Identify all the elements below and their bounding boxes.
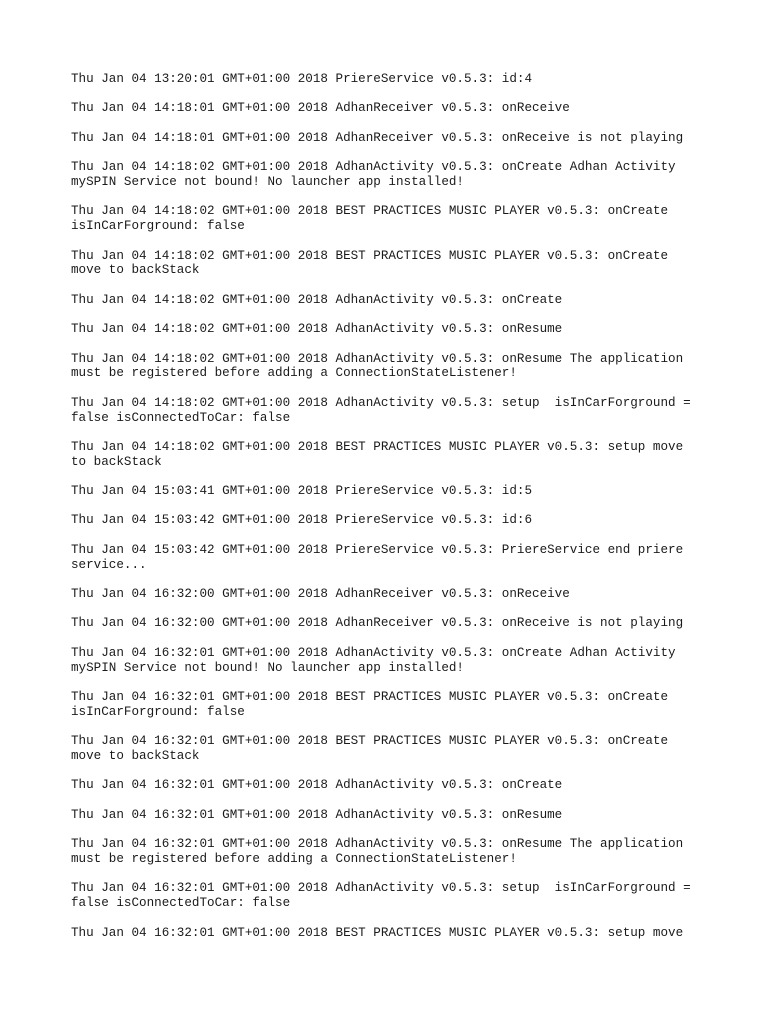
log-entry: Thu Jan 04 14:18:01 GMT+01:00 2018 AdhanReceiver v0.5.3: onReceive xyxy=(71,101,570,116)
log-entry: Thu Jan 04 14:18:02 GMT+01:00 2018 AdhanActivity v0.5.3: setup isInCarForground = false isConnectedToCar: false xyxy=(71,395,691,425)
log-entry: Thu Jan 04 16:32:00 GMT+01:00 2018 AdhanReceiver v0.5.3: onReceive is not playing xyxy=(71,616,684,631)
log-entry: Thu Jan 04 14:18:02 GMT+01:00 2018 BEST PRACTICES MUSIC PLAYER v0.5.3: setup move to backStack xyxy=(71,439,684,469)
log-entry: Thu Jan 04 16:32:00 GMT+01:00 2018 AdhanReceiver v0.5.3: onReceive xyxy=(71,587,570,602)
log-entry: Thu Jan 04 16:32:01 GMT+01:00 2018 AdhanActivity v0.5.3: setup isInCarForground = false isConnectedToCar: false xyxy=(71,881,691,911)
log-entry: Thu Jan 04 14:18:02 GMT+01:00 2018 AdhanActivity v0.5.3: onCreate Adhan Activity mySPIN Service not bound! No launcher app installed! xyxy=(71,160,676,189)
log-entry: Thu Jan 04 16:32:01 GMT+01:00 2018 BEST PRACTICES MUSIC PLAYER v0.5.3: onCreate isInCarForground: false xyxy=(71,690,669,719)
log-document xyxy=(71,72,711,955)
log-entry: Thu Jan 04 14:18:02 GMT+01:00 2018 BEST PRACTICES MUSIC PLAYER v0.5.3: onCreate move to backStack xyxy=(71,248,669,278)
log-entry: Thu Jan 04 16:32:01 GMT+01:00 2018 BEST PRACTICES MUSIC PLAYER v0.5.3: setup move xyxy=(71,925,684,940)
log-entry: Thu Jan 04 14:18:02 GMT+01:00 2018 BEST PRACTICES MUSIC PLAYER v0.5.3: onCreate isInCarForground: false xyxy=(71,204,669,234)
log-entry: Thu Jan 04 16:32:01 GMT+01:00 2018 AdhanActivity v0.5.3: onResume xyxy=(71,807,563,822)
log-entry: Thu Jan 04 14:18:02 GMT+01:00 2018 AdhanActivity v0.5.3: onCreate xyxy=(71,292,563,307)
log-entry: Thu Jan 04 15:03:41 GMT+01:00 2018 PriereService v0.5.3: id:5 xyxy=(71,484,533,499)
log-entry: Thu Jan 04 15:03:42 GMT+01:00 2018 PriereService v0.5.3: id:6 xyxy=(71,513,533,528)
log-entry: Thu Jan 04 16:32:01 GMT+01:00 2018 AdhanActivity v0.5.3: onCreate Adhan Activity mySPIN Service not bound! No launcher app installed! xyxy=(71,645,676,675)
log-entry: Thu Jan 04 15:03:42 GMT+01:00 2018 PriereService v0.5.3: PriereService end priere service... xyxy=(71,542,684,572)
log-entry: Thu Jan 04 14:18:02 GMT+01:00 2018 AdhanActivity v0.5.3: onResume xyxy=(71,322,563,337)
log-entry: Thu Jan 04 14:18:01 GMT+01:00 2018 AdhanReceiver v0.5.3: onReceive is not playing xyxy=(71,130,684,145)
log-entry: Thu Jan 04 16:32:01 GMT+01:00 2018 AdhanActivity v0.5.3: onResume The application must be registered before adding a ConnectionStateListener! xyxy=(71,837,684,866)
log-entry: Thu Jan 04 13:20:01 GMT+01:00 2018 PriereService v0.5.3: id:4 xyxy=(71,72,533,86)
log-entry: Thu Jan 04 16:32:01 GMT+01:00 2018 AdhanActivity v0.5.3: onCreate xyxy=(71,778,563,793)
log-entry: Thu Jan 04 14:18:02 GMT+01:00 2018 AdhanActivity v0.5.3: onResume The application must be registered before adding a ConnectionStateListener! xyxy=(71,351,684,381)
log-entry: Thu Jan 04 16:32:01 GMT+01:00 2018 BEST PRACTICES MUSIC PLAYER v0.5.3: onCreate move to backStack xyxy=(71,734,669,763)
